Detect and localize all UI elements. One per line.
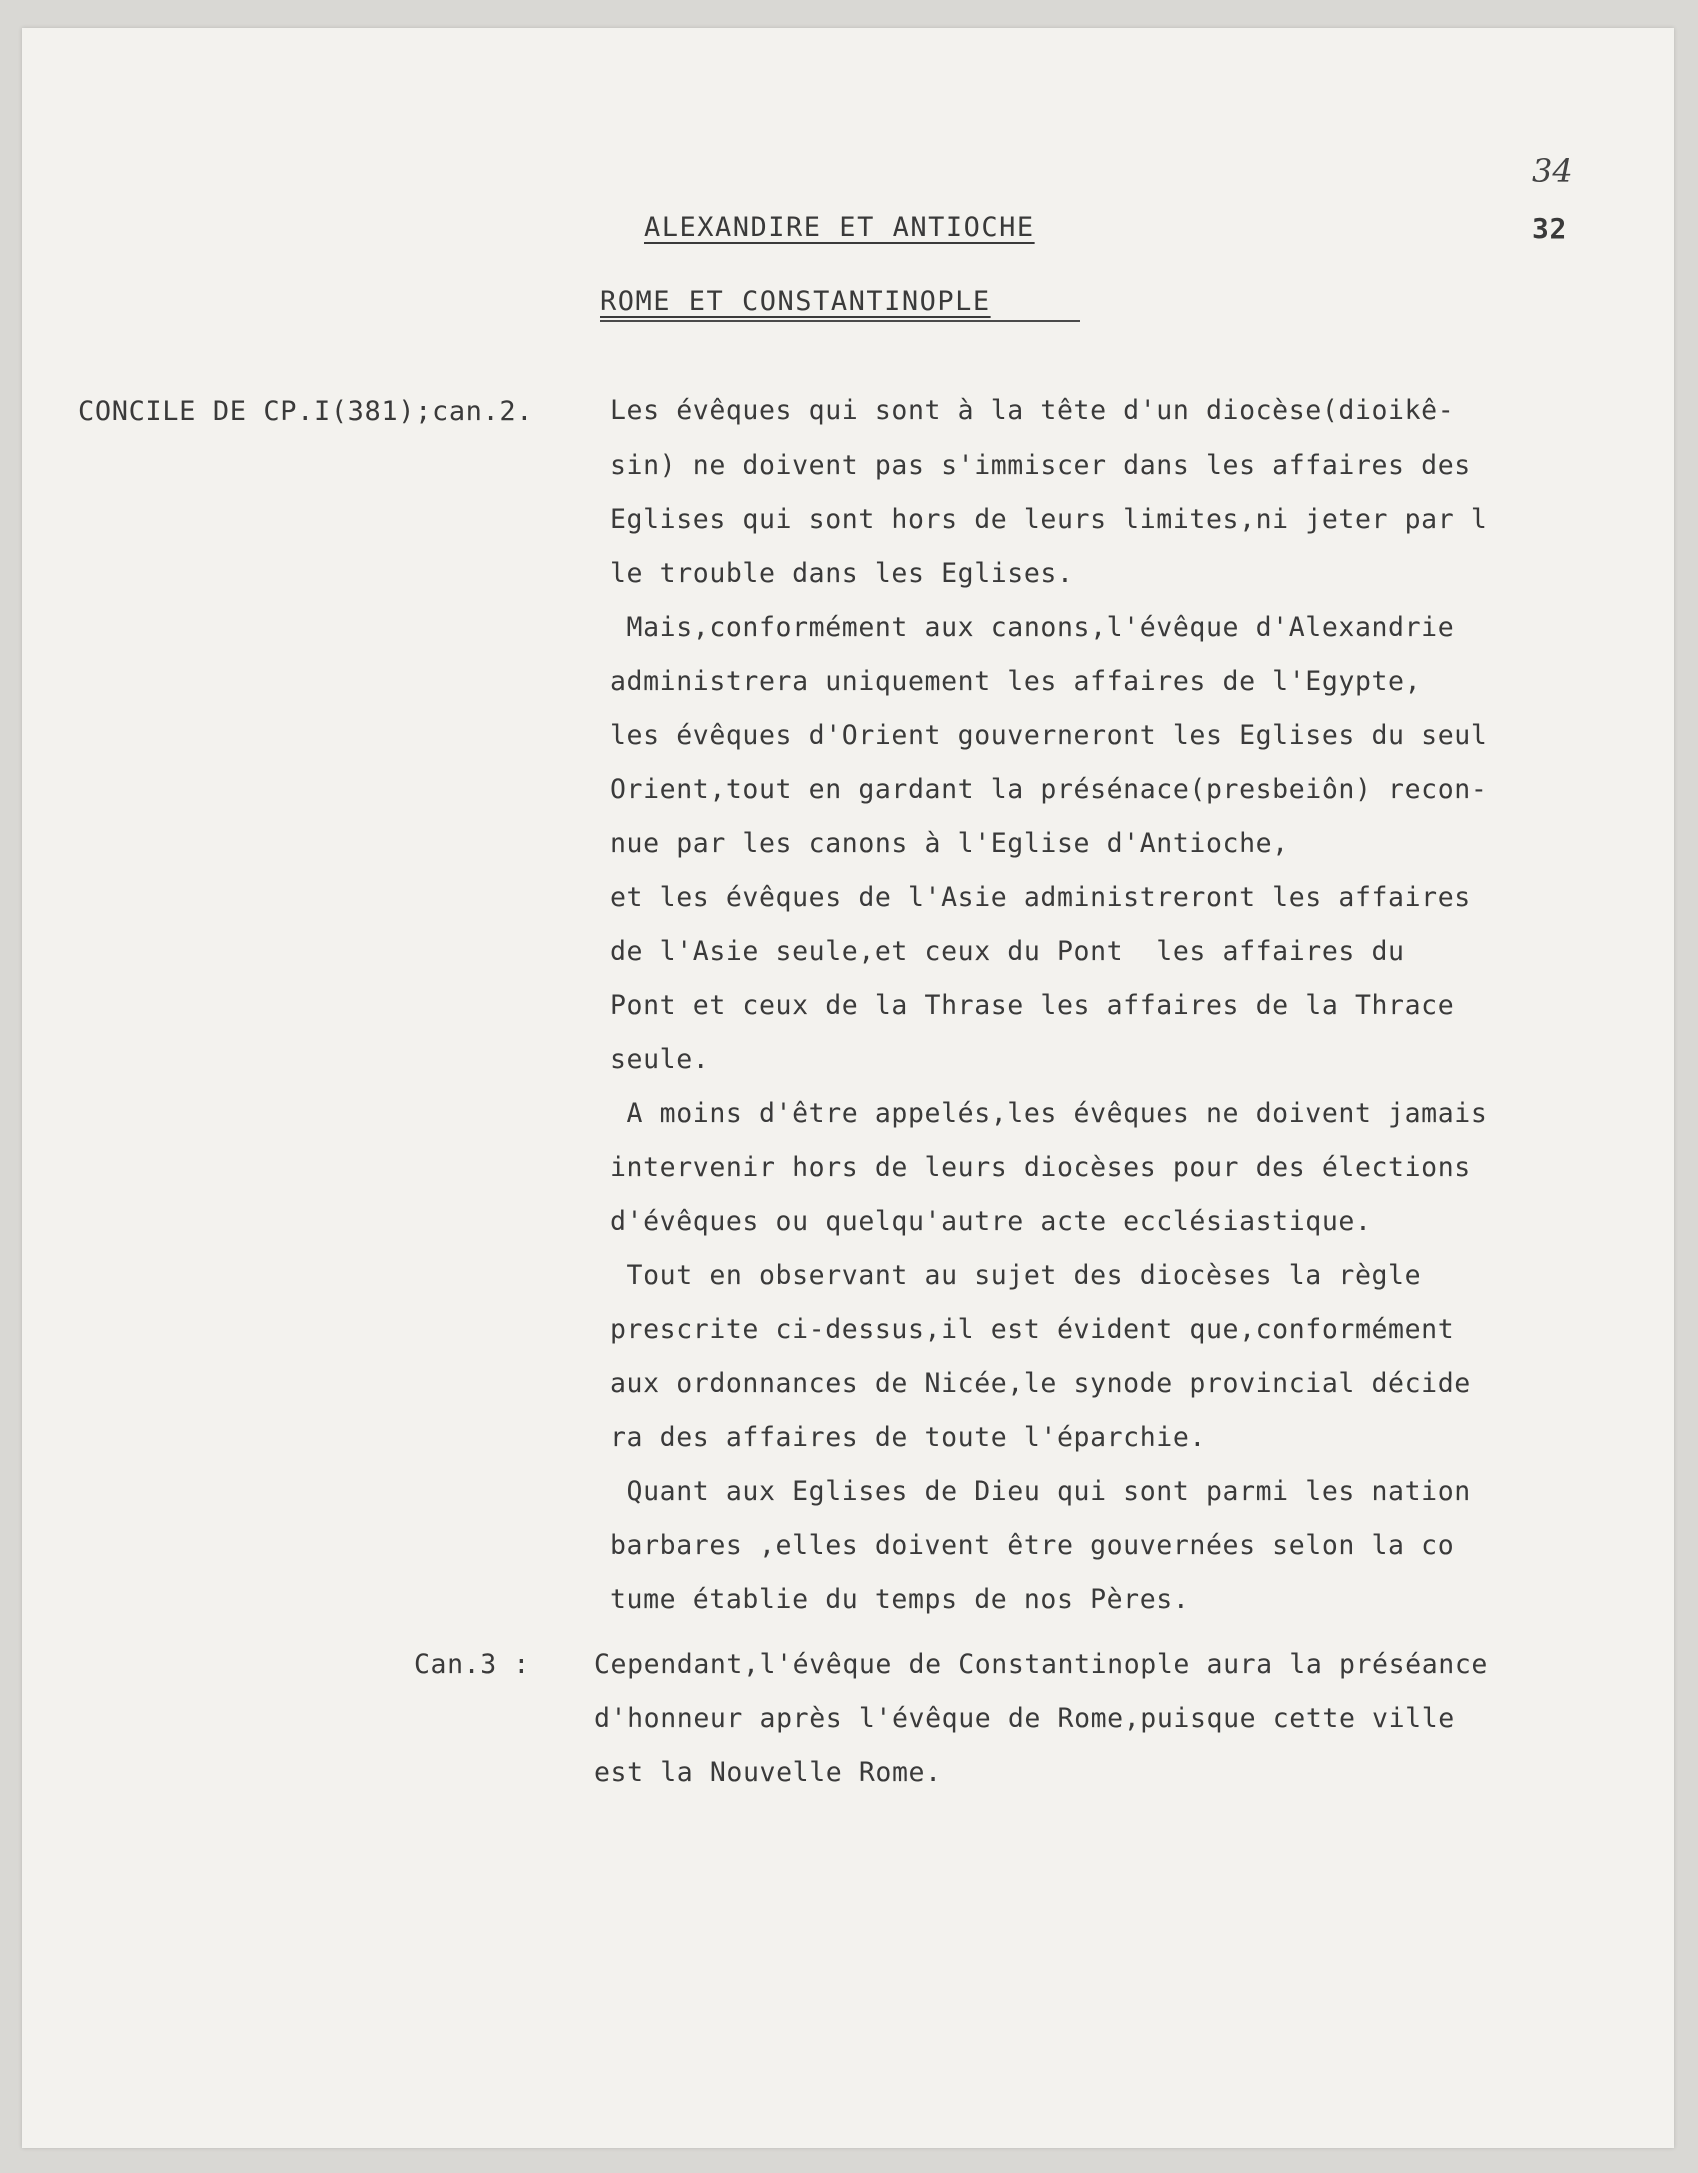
canon2-line: Pont et ceux de la Thrase les affaires de la Thrace bbox=[610, 990, 1455, 1021]
canon2-line: Tout en observant au sujet des diocèses la règle bbox=[610, 1260, 1422, 1291]
canon2-line: ra des affaires de toute l'éparchie. bbox=[610, 1422, 1206, 1453]
canon2-line: intervenir hors de leurs diocèses pour des élections bbox=[610, 1152, 1471, 1183]
canon3-label: Can.3 : bbox=[414, 1649, 547, 1680]
canon2-line: Orient,tout en gardant la présénace(presbeiôn) recon- bbox=[610, 774, 1488, 805]
canon2-line: sin) ne doivent pas s'immiscer dans les affaires des bbox=[610, 450, 1471, 481]
canon3-line: est la Nouvelle Rome. bbox=[594, 1757, 942, 1788]
document-page bbox=[22, 28, 1674, 2148]
canon2-line: seule. bbox=[610, 1044, 710, 1075]
canon2-line: les évêques d'Orient gouverneront les Eglises du seul bbox=[610, 720, 1488, 751]
heading-rome-constantinople: ROME ET CONSTANTINOPLE bbox=[600, 286, 991, 317]
canon3-line: Cependant,l'évêque de Constantinople aura la préséance bbox=[594, 1649, 1488, 1680]
canon2-line: le trouble dans les Eglises. bbox=[610, 558, 1074, 589]
heading-underline bbox=[600, 320, 1080, 322]
canon2-label: CONCILE DE CP.I(381);can.2. bbox=[78, 396, 534, 427]
canon2-line: barbares ,elles doivent être gouvernées selon la co bbox=[610, 1530, 1455, 1561]
canon2-line: Quant aux Eglises de Dieu qui sont parmi les nation bbox=[610, 1476, 1471, 1507]
canon2-line: Les évêques qui sont à la tête d'un diocèse(dioikê- bbox=[610, 395, 1455, 426]
canon2-line: A moins d'être appelés,les évêques ne doivent jamais bbox=[610, 1098, 1488, 1129]
canon2-line: prescrite ci-dessus,il est évident que,conformément bbox=[610, 1314, 1455, 1345]
handwritten-page-number: 34 bbox=[1532, 152, 1573, 190]
heading-alexandrie-antioche: ALEXANDIRE ET ANTIOCHE bbox=[644, 212, 1035, 243]
canon2-line: Eglises qui sont hors de leurs limites,ni jeter par l bbox=[610, 504, 1488, 535]
canon2-line: et les évêques de l'Asie administreront les affaires bbox=[610, 882, 1471, 913]
typed-page-number: 32 bbox=[1532, 212, 1567, 245]
canon2-line: d'évêques ou quelqu'autre acte ecclésiastique. bbox=[610, 1206, 1372, 1237]
canon2-line: nue par les canons à l'Eglise d'Antioche, bbox=[610, 828, 1289, 859]
canon2-line: aux ordonnances de Nicée,le synode provincial décide bbox=[610, 1368, 1471, 1399]
canon2-line: tume établie du temps de nos Pères. bbox=[610, 1584, 1190, 1615]
canon2-line: Mais,conformément aux canons,l'évêque d'Alexandrie bbox=[610, 612, 1455, 643]
canon3-line: d'honneur après l'évêque de Rome,puisque cette ville bbox=[594, 1703, 1455, 1734]
canon2-line: de l'Asie seule,et ceux du Pont les affaires du bbox=[610, 936, 1405, 967]
canon2-line: administrera uniquement les affaires de l'Egypte, bbox=[610, 666, 1422, 697]
